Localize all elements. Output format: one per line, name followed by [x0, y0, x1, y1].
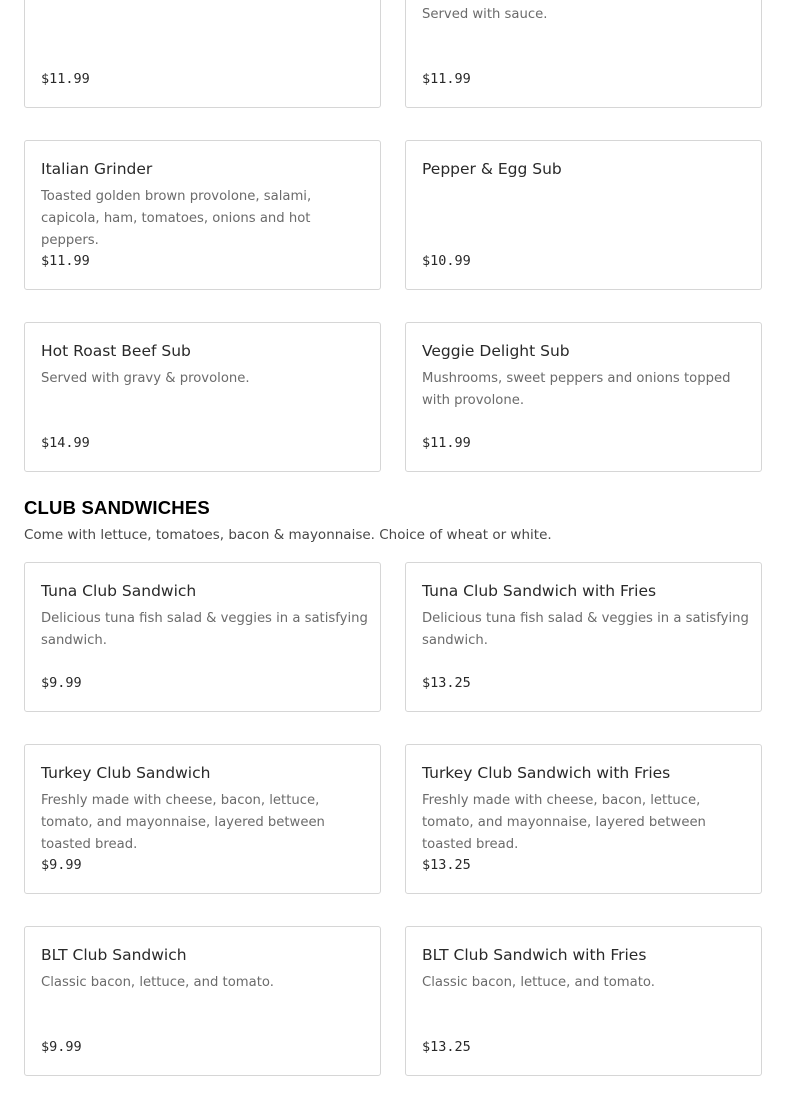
menu-item-price: $11.99 [422, 435, 471, 451]
menu-item-price: $9.99 [41, 675, 82, 691]
menu-item-price: $11.99 [422, 71, 471, 87]
menu-item-name: Tuna Club Sandwich with Fries [422, 582, 657, 600]
menu-item-description: Classic bacon, lettuce, and tomato. [41, 975, 274, 990]
menu-item-name: Turkey Club Sandwich with Fries [422, 764, 671, 782]
menu-item-name: Hot Roast Beef Sub [41, 342, 191, 360]
menu-item-card[interactable] [24, 0, 381, 108]
menu-item-card[interactable] [24, 140, 381, 290]
menu-item-description: Delicious tuna fish salad & veggies in a satisfying sandwich. [422, 611, 749, 648]
menu-item-price: $10.99 [422, 253, 471, 269]
menu-item-price: $11.99 [41, 253, 90, 269]
menu-item-price: $14.99 [41, 435, 90, 451]
menu-item-price: $13.25 [422, 675, 471, 691]
menu-item-description: Classic bacon, lettuce, and tomato. [422, 975, 655, 990]
menu-item-description: Served with sauce. [422, 7, 548, 22]
menu-item-name: BLT Club Sandwich with Fries [422, 946, 647, 964]
menu-item-card[interactable] [24, 322, 381, 472]
menu-item-price: $9.99 [41, 1039, 82, 1055]
menu-item-description: Freshly made with cheese, bacon, lettuce, tomato, and mayonnaise, layered between toasted bread. [422, 793, 706, 852]
menu-item-price: $9.99 [41, 857, 82, 873]
menu-item-price: $13.25 [422, 857, 471, 873]
menu-item-description: Mushrooms, sweet peppers and onions topped with provolone. [422, 371, 731, 408]
menu-item-card[interactable] [405, 926, 762, 1076]
menu-item-card[interactable] [405, 744, 762, 894]
menu-item-name: Veggie Delight Sub [422, 342, 570, 360]
section-title: CLUB SANDWICHES [24, 497, 210, 518]
menu-item-description: Freshly made with cheese, bacon, lettuce, tomato, and mayonnaise, layered between toasted bread. [41, 793, 325, 852]
menu-item-name: Pepper & Egg Sub [422, 160, 562, 178]
menu-item-card[interactable] [24, 562, 381, 712]
menu-item-card[interactable] [24, 926, 381, 1076]
menu-item-description: Delicious tuna fish salad & veggies in a satisfying sandwich. [41, 611, 368, 648]
menu-item-price: $11.99 [41, 71, 90, 87]
menu-item-name: BLT Club Sandwich [41, 946, 187, 964]
menu-item-description: Toasted golden brown provolone, salami, capicola, ham, tomatoes, onions and hot peppers. [41, 189, 312, 248]
menu-item-description: Served with gravy & provolone. [41, 371, 250, 386]
menu-item-name: Turkey Club Sandwich [41, 764, 211, 782]
menu-item-card[interactable] [405, 562, 762, 712]
menu-item-name: Tuna Club Sandwich [41, 582, 197, 600]
menu-item-name: Italian Grinder [41, 160, 153, 178]
menu-item-card[interactable] [405, 322, 762, 472]
menu-item-card[interactable] [405, 0, 762, 108]
section-description: Come with lettuce, tomatoes, bacon & mayonnaise. Choice of wheat or white. [24, 527, 552, 543]
menu-item-price: $13.25 [422, 1039, 471, 1055]
menu-item-card[interactable] [24, 744, 381, 894]
menu-item-card[interactable] [405, 140, 762, 290]
